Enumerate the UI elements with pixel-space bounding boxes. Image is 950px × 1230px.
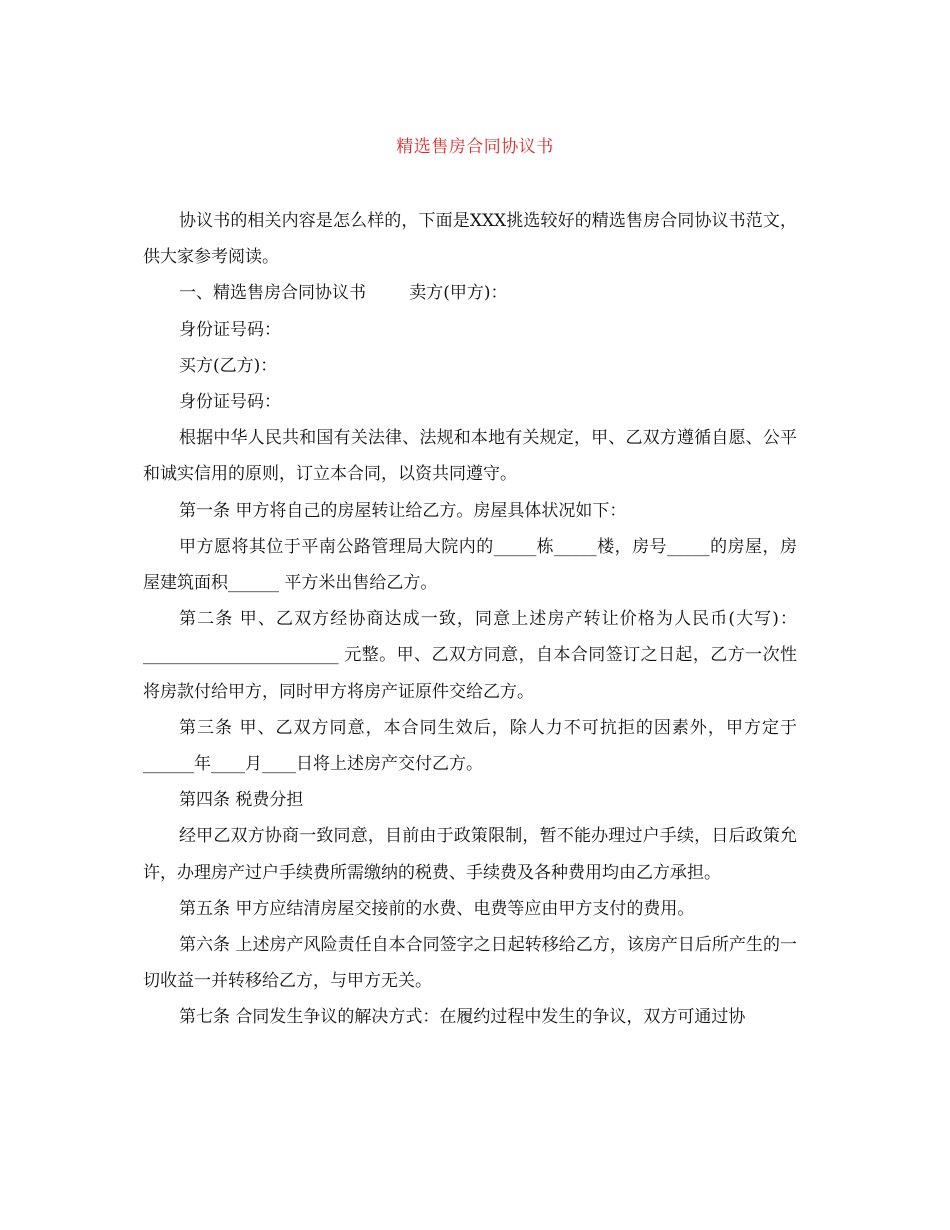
paragraph-article-4: 第四条 税费分担	[179, 790, 304, 811]
paragraph-article-7: 第七条 合同发生争议的解决方式：在履约过程中发生的争议，双方可通过协	[179, 1007, 746, 1028]
document-title: 精选售房合同协议书	[396, 137, 554, 157]
paragraph-article-5: 第五条 甲方应结清房屋交接前的水费、电费等应由甲方支付的费用。	[179, 898, 695, 919]
paragraph-article-6: 第六条 上述房产风险责任自本合同签字之日起转移给乙方，该房产日后所产生的一切收益一并转移给乙方，与甲方无关。	[143, 935, 797, 992]
paragraph-buyer: 买方(乙方)：	[179, 355, 278, 376]
paragraph-section-heading: 一、精选售房合同协议书 卖方(甲方)：	[179, 283, 508, 304]
paragraph-article-1: 第一条 甲方将自己的房屋转让给乙方。房屋具体状况如下：	[179, 500, 627, 521]
paragraph-intro: 协议书的相关内容是怎么样的，下面是XXX挑选较好的精选售房合同协议书范文，供大家参考阅读。	[143, 211, 797, 268]
paragraph-preamble: 根据中华人民共和国有关法律、法规和本地有关规定，甲、乙双方遵循自愿、公平和诚实信用的原则，订立本合同，以资共同遵守。	[143, 428, 797, 485]
paragraph-article-2: 第二条 甲、乙双方经协商达成一致，同意上述房产转让价格为人民币(大写)：_______________________ 元整。甲、乙双方同意，自本合同签订之日起，乙方一次性将房款付给甲方，同时甲方将房产证原件交给乙方。	[143, 609, 797, 702]
paragraph-article-1-detail: 甲方愿将其位于平南公路管理局大院内的_____栋_____楼，房号_____的房屋，房屋建筑面积______ 平方米出售给乙方。	[143, 536, 797, 594]
paragraph-article-3: 第三条 甲、乙双方同意，本合同生效后，除人力不可抗拒的因素外，甲方定于______年____月____日将上述房产交付乙方。	[143, 717, 797, 775]
paragraph-buyer-id: 身份证号码：	[179, 392, 281, 413]
paragraph-article-4-detail: 经甲乙双方协商一致同意，目前由于政策限制，暂不能办理过户手续，日后政策允许，办理房产过户手续费所需缴纳的税费、手续费及各种费用均由乙方承担。	[143, 826, 797, 883]
paragraph-seller-id: 身份证号码：	[179, 319, 281, 340]
document-body	[143, 203, 797, 1036]
